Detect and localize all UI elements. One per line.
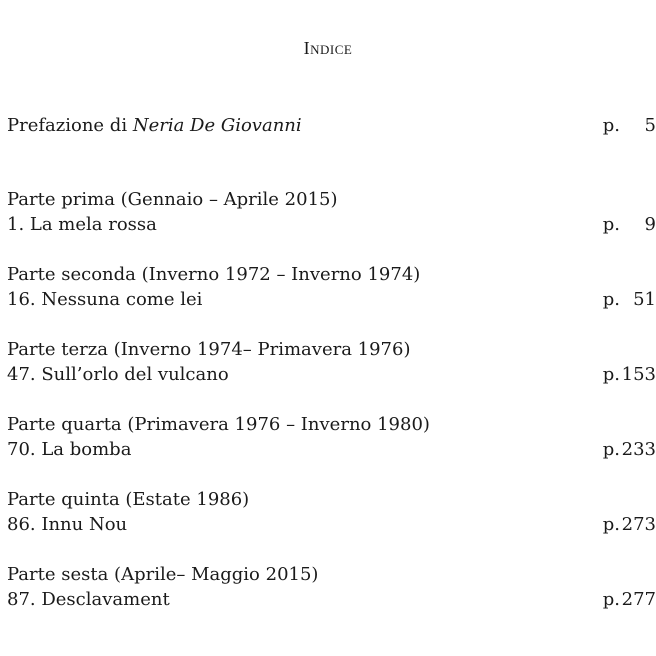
page-number: [603, 587, 656, 613]
preface-label: [7, 113, 302, 139]
page-number: [603, 113, 656, 139]
chapter-title: 47. Sull’orlo del vulcano: [7, 364, 229, 385]
chapter-title: 87. Desclavament: [7, 589, 170, 610]
page-value: 153: [621, 364, 656, 385]
page-number: [603, 512, 656, 538]
part-heading: Parte quarta (Primavera 1976 – Inverno 1980): [7, 414, 430, 435]
toc-entry: [7, 362, 656, 388]
page-number: [603, 287, 656, 313]
page-abbrev: p.: [602, 289, 620, 310]
toc-entry: [7, 212, 656, 238]
part-heading: Parte terza (Inverno 1974– Primavera 1976): [7, 339, 411, 360]
page-abbrev: p.: [602, 364, 620, 385]
part-heading: Parte prima (Gennaio – Aprile 2015): [7, 189, 338, 210]
chapter-title: 16. Nessuna come lei: [7, 289, 203, 310]
toc-entry: [7, 437, 656, 463]
page-abbrev: p.: [602, 214, 620, 235]
page-title: Indice: [303, 38, 353, 58]
chapter-title: 1. La mela rossa: [7, 214, 157, 235]
page-abbrev: p.: [602, 439, 620, 460]
part-heading: Parte quinta (Estate 1986): [7, 489, 250, 510]
toc-entry: [7, 587, 656, 613]
page-number: [603, 437, 656, 463]
chapter-title: 86. Innu Nou: [7, 514, 128, 535]
toc-entry: [7, 512, 656, 538]
page-value: 273: [621, 514, 656, 535]
page-abbrev: p.: [602, 115, 620, 136]
page-value: 277: [621, 589, 656, 610]
page-abbrev: p.: [602, 589, 620, 610]
page-value: 5: [644, 115, 656, 136]
page-number: [603, 362, 656, 388]
toc-entry-preface: [7, 113, 656, 139]
part-heading: Parte seconda (Inverno 1972 – Inverno 1974): [7, 264, 421, 285]
page-value: 233: [621, 439, 656, 460]
preface-text: Prefazione di: [7, 115, 133, 136]
toc-entry: [7, 287, 656, 313]
page-value: 51: [633, 289, 656, 310]
preface-author: Neria De Giovanni: [132, 115, 302, 136]
page-abbrev: p.: [602, 514, 620, 535]
page-number: [603, 212, 656, 238]
page-value: 9: [644, 214, 656, 235]
chapter-title: 70. La bomba: [7, 439, 132, 460]
part-heading: Parte sesta (Aprile– Maggio 2015): [7, 564, 319, 585]
